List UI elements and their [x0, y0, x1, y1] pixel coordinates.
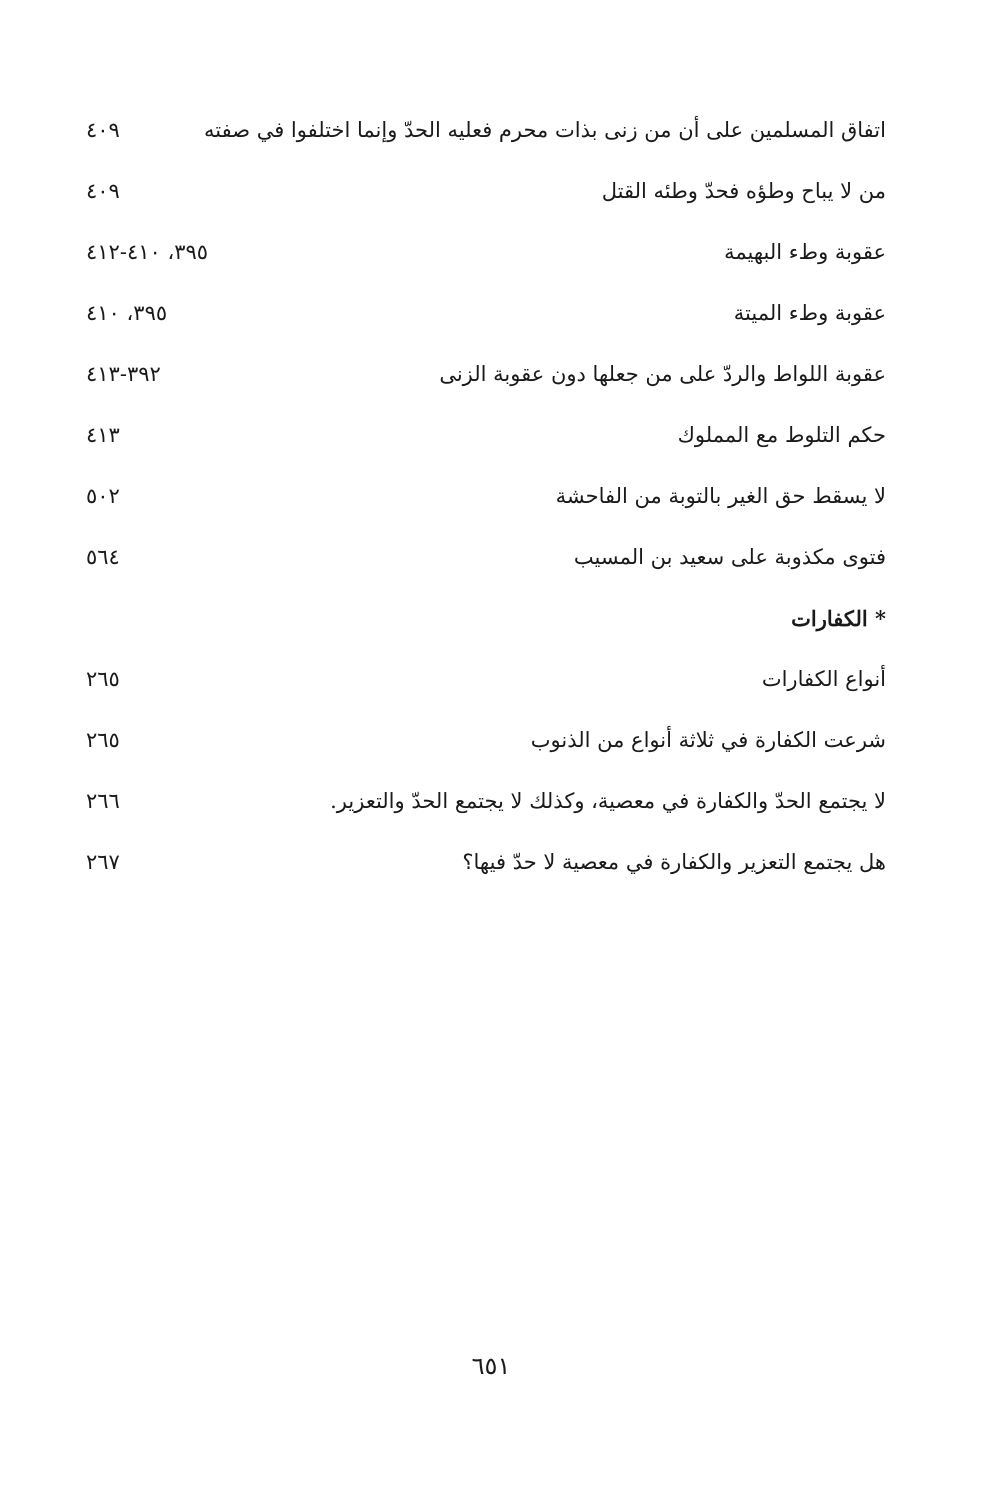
- index-entry: [86, 110, 886, 171]
- section-header: [86, 598, 886, 659]
- index-entry: [86, 171, 886, 232]
- entry-pages: ٥٦٤: [86, 545, 120, 569]
- index-entry: [86, 537, 886, 598]
- entry-title: شرعت الكفارة في ثلاثة أنواع من الذنوب: [530, 728, 886, 752]
- entry-title: عقوبة وطء الميتة: [733, 301, 886, 325]
- entry-title: عقوبة اللواط والردّ على من جعلها دون عقوبة الزنى: [439, 362, 886, 386]
- index-entry: [86, 476, 886, 537]
- entry-title: لا يسقط حق الغير بالتوبة من الفاحشة: [555, 484, 886, 508]
- entry-pages: ٣٩٥، ٤١٠-٤١٢: [86, 240, 209, 264]
- entry-title: لا يجتمع الحدّ والكفارة في معصية، وكذلك لا يجتمع الحدّ والتعزير.: [330, 789, 886, 813]
- index-entry: [86, 415, 886, 476]
- entry-pages: ٢٦٦: [86, 789, 120, 813]
- index-entry: [86, 720, 886, 781]
- entry-pages: ٢٦٥: [86, 728, 120, 752]
- page-number: ٦٥١: [471, 1352, 511, 1380]
- section-title: * الكفارات: [791, 606, 886, 631]
- index-entry: [86, 659, 886, 720]
- index-entry: [86, 842, 886, 903]
- entry-pages: ٤٠٩: [86, 179, 120, 203]
- entry-pages: ٣٩٢-٤١٣: [86, 362, 161, 386]
- entry-title: فتوى مكذوبة على سعيد بن المسيب: [573, 545, 886, 569]
- entry-title: عقوبة وطء البهيمة: [724, 240, 886, 264]
- entry-title: اتفاق المسلمين على أن من زنى بذات محرم فعليه الحدّ وإنما اختلفوا في صفته: [203, 118, 886, 142]
- index-list: [86, 110, 886, 903]
- entry-title: من لا يباح وطؤه فحدّ وطئه القتل: [601, 179, 886, 203]
- index-entry: [86, 293, 886, 354]
- index-entry: [86, 781, 886, 842]
- index-entry: [86, 354, 886, 415]
- index-entry: [86, 232, 886, 293]
- entry-title: هل يجتمع التعزير والكفارة في معصية لا حدّ فيها؟: [462, 850, 886, 874]
- entry-title: أنواع الكفارات: [761, 667, 886, 691]
- entry-pages: ٥٠٢: [86, 484, 120, 508]
- entry-title: حكم التلوط مع المملوك: [677, 423, 886, 447]
- entry-pages: ٤٠٩: [86, 118, 120, 142]
- entry-pages: ٢٦٧: [86, 850, 120, 874]
- entry-pages: ٣٩٥، ٤١٠: [86, 301, 168, 325]
- entry-pages: ٢٦٥: [86, 667, 120, 691]
- entry-pages: ٤١٣: [86, 423, 120, 447]
